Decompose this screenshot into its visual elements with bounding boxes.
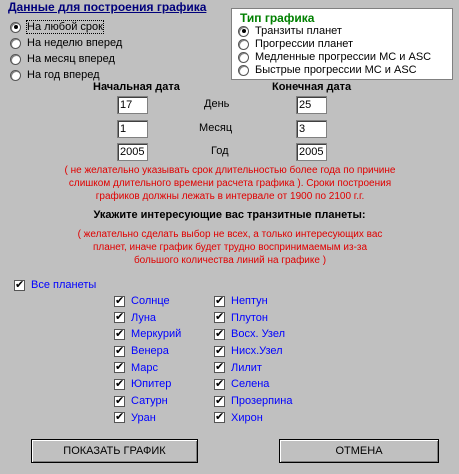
planets-heading: Укажите интересующие вас транзитные планеты: — [93, 209, 366, 221]
planet-label: Лилит — [231, 361, 262, 374]
period-month-label: На месяц вперед — [27, 53, 115, 65]
planet-label: Юпитер — [131, 378, 172, 391]
planet-checkbox-mars[interactable] — [114, 360, 181, 376]
planets-right-column — [214, 293, 292, 426]
period-radio-group — [10, 20, 122, 83]
planet-label: Венера — [131, 345, 169, 358]
checkbox-checked-icon[interactable] — [114, 296, 125, 307]
planet-label: Селена — [231, 378, 270, 391]
chart-type-slow-label: Медленные прогрессии МС и ASC — [255, 51, 432, 63]
planet-label: Хирон — [231, 411, 263, 424]
day-label: День — [204, 98, 230, 110]
planet-checkbox-neptune[interactable] — [214, 293, 292, 309]
checkbox-checked-icon[interactable] — [214, 296, 225, 307]
end-date-heading: Конечная дата — [272, 81, 352, 93]
chart-type-fast-label: Быстрые прогрессии МС и ASC — [255, 64, 417, 76]
planet-checkbox-jupiter[interactable] — [114, 376, 181, 392]
chart-type-progressions-label: Прогрессии планет — [255, 38, 354, 50]
planet-label: Луна — [131, 311, 157, 324]
planet-checkbox-selena[interactable] — [214, 376, 292, 392]
planet-checkbox-lilith[interactable] — [214, 360, 292, 376]
chart-type-progressions-radio[interactable] — [238, 38, 431, 51]
period-warning-line: графиков должны лежать в интервале от 1900 по 2100 г.г. — [95, 191, 365, 202]
planet-checkbox-north-node[interactable] — [214, 326, 292, 342]
chart-type-slow-radio[interactable] — [238, 51, 431, 64]
chart-type-fast-radio[interactable] — [238, 64, 431, 77]
planet-checkbox-mercury[interactable] — [114, 326, 181, 342]
start-date-heading: Начальная дата — [93, 81, 180, 93]
checkbox-checked-icon[interactable] — [114, 362, 125, 373]
planet-label: Нептун — [231, 295, 268, 307]
start-day-field[interactable]: 17 — [117, 96, 148, 114]
end-year-field[interactable]: 2005 — [296, 143, 327, 161]
checkbox-checked-icon[interactable] — [114, 346, 125, 357]
checkbox-checked-icon[interactable] — [214, 329, 225, 340]
period-week-radio[interactable] — [10, 36, 122, 51]
planet-checkbox-uranus[interactable] — [114, 410, 181, 426]
chart-type-radio-group — [238, 25, 431, 77]
radio-icon[interactable] — [238, 39, 249, 50]
chart-type-title: Тип графика — [240, 11, 315, 25]
planets-warning — [22, 228, 438, 267]
end-day-field[interactable]: 25 — [296, 96, 327, 114]
all-planets-label: Все планеты — [31, 279, 97, 291]
planet-label: Нисх.Узел — [231, 345, 283, 358]
checkbox-checked-icon[interactable] — [114, 312, 125, 323]
checkbox-checked-icon[interactable] — [214, 379, 225, 390]
checkbox-checked-icon[interactable] — [214, 346, 225, 357]
planet-label: Меркурий — [131, 328, 182, 341]
planets-warning-line: большого количества линий на графике ) — [133, 255, 327, 266]
planet-checkbox-sun[interactable] — [114, 293, 181, 309]
checkbox-checked-icon[interactable] — [114, 396, 125, 407]
period-warning-line: ( не желательно указывать срок длительностью более года по причине — [64, 165, 396, 176]
period-warning-line: слишком длительного времени расчета графика ). Сроки построения — [68, 178, 392, 189]
start-year-field[interactable]: 2005 — [117, 143, 148, 161]
section-title: Данные для построения графика — [8, 0, 207, 14]
chart-type-transits-label: Транзиты планет — [255, 25, 342, 37]
planet-checkbox-moon[interactable] — [114, 310, 181, 326]
radio-icon[interactable] — [10, 54, 21, 65]
planet-checkbox-pluto[interactable] — [214, 310, 292, 326]
planet-label: Марс — [131, 361, 159, 374]
checkbox-checked-icon[interactable] — [214, 362, 225, 373]
planet-label: Солнце — [131, 295, 170, 307]
all-planets-checkbox[interactable] — [14, 277, 96, 293]
end-month-field[interactable]: 3 — [296, 120, 327, 138]
planet-checkbox-proserpina[interactable] — [214, 393, 292, 409]
checkbox-checked-icon[interactable] — [114, 329, 125, 340]
planets-warning-line: планет, иначе график будет трудно воспринимаемым из-за — [92, 242, 368, 253]
period-any-radio[interactable] — [10, 20, 122, 35]
checkbox-checked-icon[interactable] — [14, 280, 25, 291]
radio-icon[interactable] — [10, 38, 21, 49]
start-month-field[interactable]: 1 — [117, 120, 148, 138]
year-label: Год — [211, 145, 229, 157]
checkbox-checked-icon[interactable] — [114, 412, 125, 423]
radio-selected-icon[interactable] — [238, 26, 249, 37]
checkbox-checked-icon[interactable] — [214, 412, 225, 423]
period-any-label: На любой срок — [27, 21, 103, 33]
checkbox-checked-icon[interactable] — [214, 396, 225, 407]
show-chart-button[interactable]: ПОКАЗАТЬ ГРАФИК — [31, 439, 198, 463]
month-label: Месяц — [199, 122, 233, 134]
period-week-label: На неделю вперед — [27, 37, 123, 49]
checkbox-checked-icon[interactable] — [214, 312, 225, 323]
cancel-button[interactable]: ОТМЕНА — [279, 439, 439, 463]
planet-label: Плутон — [231, 311, 268, 324]
radio-selected-icon[interactable] — [10, 22, 21, 33]
planet-label: Прозерпина — [231, 395, 293, 408]
radio-icon[interactable] — [10, 70, 21, 81]
planet-label: Уран — [131, 411, 156, 424]
period-month-radio[interactable] — [10, 52, 122, 67]
period-year-label: На год вперед — [27, 69, 100, 81]
checkbox-checked-icon[interactable] — [114, 379, 125, 390]
planets-left-column — [114, 293, 181, 426]
period-warning — [22, 164, 438, 203]
radio-icon[interactable] — [238, 65, 249, 76]
planet-checkbox-south-node[interactable] — [214, 343, 292, 359]
radio-icon[interactable] — [238, 52, 249, 63]
planets-warning-line: ( желательно сделать выбор не всех, а только интересующих вас — [77, 229, 383, 240]
planet-checkbox-venus[interactable] — [114, 343, 181, 359]
planet-checkbox-chiron[interactable] — [214, 410, 292, 426]
planet-checkbox-saturn[interactable] — [114, 393, 181, 409]
planet-label: Сатурн — [131, 395, 168, 408]
chart-type-transits-radio[interactable] — [238, 25, 431, 38]
planet-label: Восх. Узел — [231, 328, 286, 341]
